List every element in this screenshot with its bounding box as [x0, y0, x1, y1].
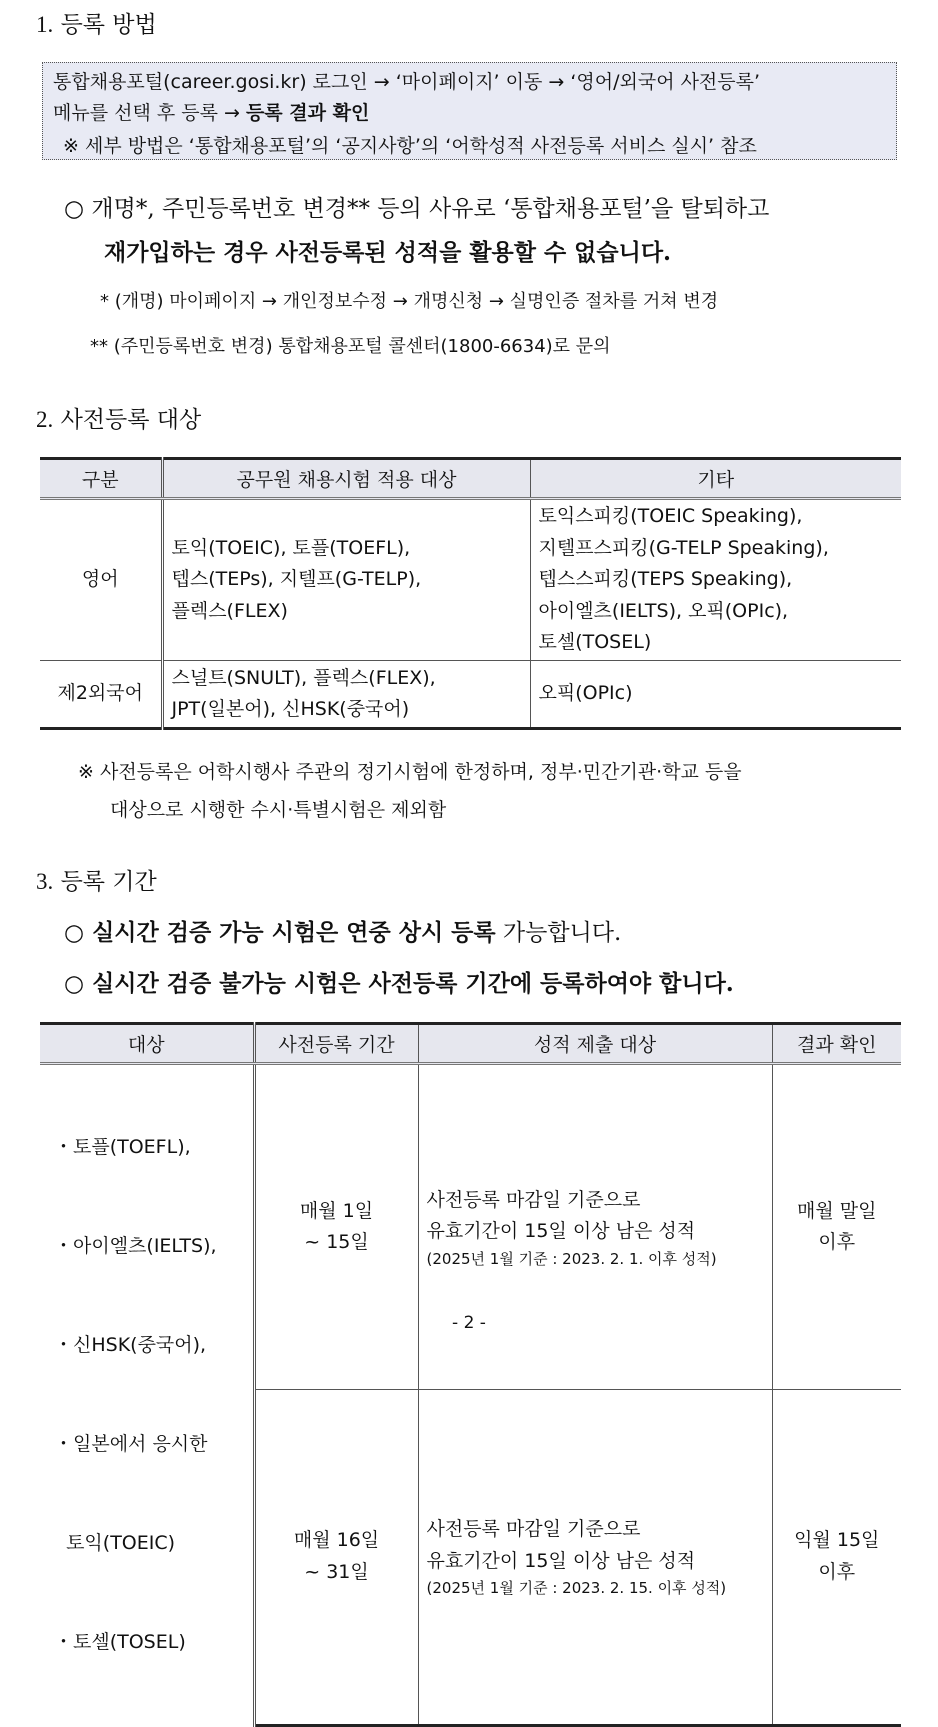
section2-heading — [36, 401, 201, 434]
result-line: 이후 — [818, 1231, 856, 1253]
target-line: ・신HSK(중국어), — [54, 1334, 207, 1356]
result-line: 이후 — [818, 1560, 856, 1583]
result-line: 익월 15일 — [794, 1529, 880, 1552]
target-line: ・아이엘츠(IELTS), — [54, 1235, 217, 1257]
target-line: ・토셀(TOSEL) — [54, 1631, 186, 1653]
header-submit: 성적 제출 대상 — [418, 1024, 772, 1064]
target-line: ・토플(TOEFL), — [54, 1136, 191, 1158]
applicable-line: 플렉스(FLEX) — [171, 599, 288, 622]
realtime-bullet-plain: 가능합니다. — [495, 920, 622, 946]
period-cell — [254, 1390, 418, 1726]
other-line: 텝스스피킹(TEPS Speaking), — [538, 568, 793, 591]
header-result: 결과 확인 — [772, 1024, 901, 1064]
method-line-2 — [53, 98, 369, 125]
method-line-2-plain: 메뉴를 선택 후 등록 → — [53, 102, 246, 124]
rejoin-warning-line-2: 재가입하는 경우 사전등록된 성적을 활용할 수 없습니다. — [104, 239, 672, 266]
header-applicable: 공무원 채용시험 적용 대상 — [162, 459, 530, 499]
applicable-cell — [162, 499, 530, 661]
submit-cell — [418, 1064, 772, 1390]
other-line: 오픽(OPIc) — [538, 682, 633, 705]
table-header-row — [40, 1024, 901, 1064]
rrn-change-note: ** (주민등록번호 변경) 통합채용포털 콜센터(1800-6634)로 문의 — [90, 336, 611, 357]
other-line: 토셀(TOSEL) — [538, 631, 652, 654]
registration-period-table — [40, 1022, 901, 1727]
target-line: ・일본에서 응시한 — [54, 1433, 208, 1455]
section1-heading-number: 1. — [36, 12, 54, 37]
applicable-line: 텝스(TEPs), 지텔프(G-TELP), — [171, 568, 422, 591]
applicable-line: JPT(일본어), 신HSK(중국어) — [171, 698, 410, 720]
submit-line: 사전등록 마감일 기준으로 — [426, 1518, 641, 1541]
header-category: 구분 — [40, 459, 162, 499]
category-cell: 제2외국어 — [40, 661, 162, 729]
header-target: 대상 — [40, 1024, 254, 1064]
rejoin-warning-line-1: ○ 개명*, 주민등록번호 변경** 등의 사유로 ‘통합채용포털’을 탈퇴하고 — [64, 196, 770, 222]
period-line: 매월 16일 — [293, 1529, 380, 1552]
other-line: 지텔프스피킹(G-TELP Speaking), — [538, 536, 829, 559]
applicable-cell — [162, 661, 530, 729]
result-cell — [772, 1390, 901, 1726]
section1-heading — [36, 6, 157, 39]
section3-heading-number: 3. — [36, 869, 54, 894]
realtime-bullet-bold: ○ 실시간 검증 가능 시험은 연중 상시 등록 — [64, 919, 496, 946]
result-line: 매월 말일 — [797, 1199, 877, 1222]
target-line: 토익(TOEIC) — [54, 1532, 176, 1554]
result-cell — [772, 1064, 901, 1390]
exam-note-line-1: ※ 사전등록은 어학시행사 주관의 정기시험에 한정하며, 정부·민간기관·학교 등을 — [78, 761, 742, 783]
submit-line: 유효기간이 15일 이상 남은 성적 — [426, 1549, 696, 1572]
other-line: 토익스피킹(TOEIC Speaking), — [538, 505, 803, 528]
section3-heading-text: 등록 기간 — [60, 869, 157, 895]
method-box — [42, 62, 897, 160]
rename-note: * (개명) 마이페이지 → 개인정보수정 → 개명신청 → 실명인증 절차를 거쳐 변경 — [100, 291, 719, 312]
submit-note: (2025년 1월 기준 : 2023. 2. 1. 이후 성적) — [426, 1249, 717, 1268]
category-cell: 영어 — [40, 499, 162, 661]
target-cell — [40, 1064, 254, 1726]
method-line-3: ※ 세부 방법은 ‘통합채용포털’의 ‘공지사항’의 ‘어학성적 사전등록 서비스 실시’ 참조 — [63, 135, 757, 157]
table-row — [40, 661, 901, 729]
submit-line: 유효기간이 15일 이상 남은 성적 — [426, 1220, 696, 1242]
table-row — [40, 1064, 901, 1390]
method-line-1: 통합채용포털(career.gosi.kr) 로그인 → ‘마이페이지’ 이동 → ‘영어/외국어 사전등록’ — [53, 71, 761, 93]
section2-heading-text: 사전등록 대상 — [60, 407, 202, 433]
page-number: - 2 - — [452, 1313, 486, 1333]
section1-heading-text: 등록 방법 — [60, 12, 157, 38]
method-line-2-bold: 등록 결과 확인 — [245, 102, 370, 124]
header-period: 사전등록 기간 — [254, 1024, 418, 1064]
other-cell — [530, 499, 901, 661]
table-row — [40, 499, 901, 661]
period-cell — [254, 1064, 418, 1390]
applicable-line: 토익(TOEIC), 토플(TOEFL), — [171, 536, 411, 559]
submit-cell — [418, 1390, 772, 1726]
header-other: 기타 — [530, 459, 901, 499]
exam-note-line-2: 대상으로 시행한 수시·특별시험은 제외함 — [110, 799, 447, 821]
period-line: ~ 31일 — [304, 1560, 369, 1583]
other-line: 아이엘츠(IELTS), 오픽(OPIc), — [538, 599, 789, 622]
submit-line: 사전등록 마감일 기준으로 — [426, 1188, 641, 1211]
submit-note: (2025년 1월 기준 : 2023. 2. 15. 이후 성적) — [426, 1579, 727, 1598]
other-cell — [530, 661, 901, 729]
non-realtime-bullet: ○ 실시간 검증 불가능 시험은 사전등록 기간에 등록하여야 합니다. — [64, 970, 734, 997]
applicable-line: 스널트(SNULT), 플렉스(FLEX), — [171, 666, 436, 689]
section2-heading-number: 2. — [36, 407, 54, 432]
table-header-row — [40, 459, 901, 499]
registration-target-table — [40, 457, 901, 730]
realtime-bullet — [64, 914, 621, 947]
period-line: ~ 15일 — [304, 1231, 369, 1253]
section3-heading — [36, 863, 157, 896]
period-line: 매월 1일 — [299, 1199, 374, 1222]
